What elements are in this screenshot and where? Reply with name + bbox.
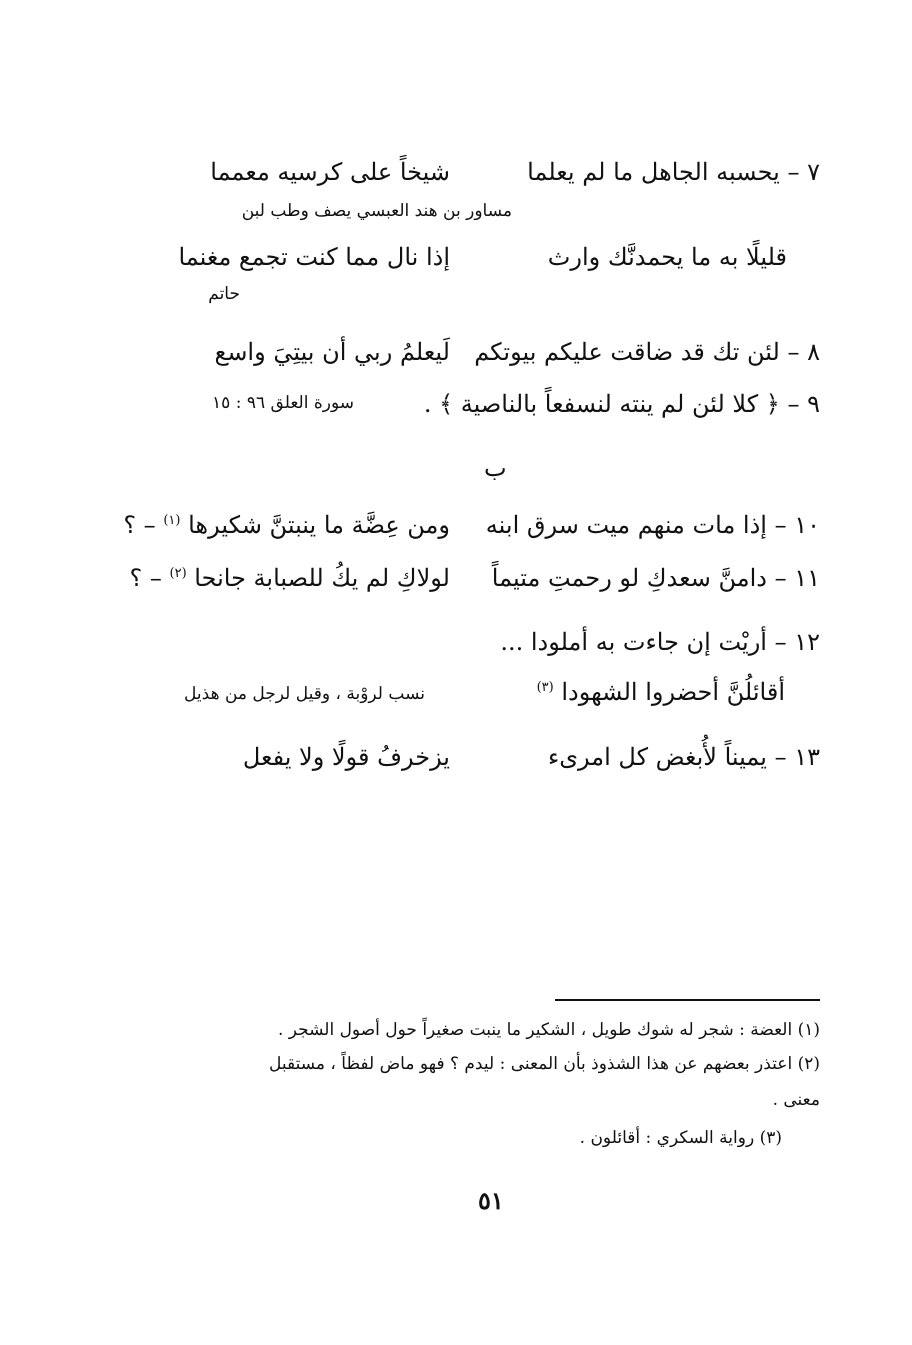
verse-13-first-hemistich: ١٣ – يميناً لأُبغض كل امرىء — [547, 743, 820, 771]
verse-11-first-hemistich: ١١ – دامنَّ سعدكِ لو رحمتِ متيماً — [491, 564, 820, 592]
verse-12-line-2 — [537, 680, 785, 704]
verse-11-second-hemistich — [130, 566, 451, 590]
verse-7b-second-hemistich: إذا نال مما كنت تجمع مغنما — [178, 243, 450, 271]
verse-7-first-hemistich: ٧ – يحسبه الجاهل ما لم يعلما — [527, 158, 820, 186]
verse-7b-attribution: حاتم — [208, 284, 240, 304]
footnote-divider — [555, 999, 820, 1001]
footnote-marker-1: (١) — [163, 513, 181, 528]
verse-8-second-hemistich: لَيعلمُ ربي أن بيتِيَ واسع — [214, 338, 450, 366]
verse-10-text: ومن عِضَّة ما ينبتنَّ شكيرها — [188, 511, 450, 539]
verse-12-attribution: نسب لروْبة ، وقيل لرجل من هذيل — [184, 684, 425, 704]
footnote-1: (١) العضة : شجر له شوك طويل ، الشكير ما ينبت صغيراً حول أصول الشجر . — [277, 1020, 820, 1040]
verse-8-first-hemistich: ٨ – لئن تك قد ضاقت عليكم بيوتكم — [474, 338, 820, 366]
verse-7b-first-hemistich: قليلًا به ما يحمدنَّك وارث — [547, 243, 787, 271]
verse-10-second-hemistich — [123, 513, 450, 537]
verse-10-tail: – ؟ — [123, 511, 156, 539]
footnote-marker-2: (٢) — [169, 566, 187, 581]
verse-11-tail: – ؟ — [129, 564, 162, 592]
verse-12-text: أقائلُنَّ أحضروا الشهودا — [561, 678, 785, 706]
verse-10-first-hemistich: ١٠ – إذا مات منهم ميت سرق ابنه — [485, 511, 820, 539]
footnote-2: (٢) اعتذر بعضهم عن هذا الشذوذ بأن المعنى : ليدم ؟ فهو ماض لفظاً ، مستقبل — [268, 1054, 820, 1074]
page-number: ٥١ — [478, 1186, 504, 1215]
verse-7-second-hemistich: شيخاً على كرسيه معمما — [210, 158, 450, 186]
verse-13-second-hemistich: يزخرفُ قولًا ولا يفعل — [242, 743, 450, 771]
verse-11-text: لولاكِ لم يكُ للصبابة جانحا — [194, 564, 450, 592]
footnote-2-continuation: معنى . — [772, 1090, 820, 1110]
footnote-marker-3: (٣) — [536, 680, 554, 695]
verse-12-line-1: ١٢ – أريْت إن جاءت به أملودا ... — [500, 628, 820, 656]
verse-7-attribution: مساور بن هند العبسي يصف وطب لبن — [241, 201, 512, 221]
verse-9-quran: ٩ – ﴿ كلا لئن لم ينته لنسفعاً بالناصية ﴾ . — [423, 390, 820, 418]
footnote-3: (٣) رواية السكري : أقائلون . — [579, 1128, 782, 1148]
section-label: ب — [484, 454, 507, 482]
verse-9-reference: سورة العلق ٩٦ : ١٥ — [212, 393, 354, 413]
